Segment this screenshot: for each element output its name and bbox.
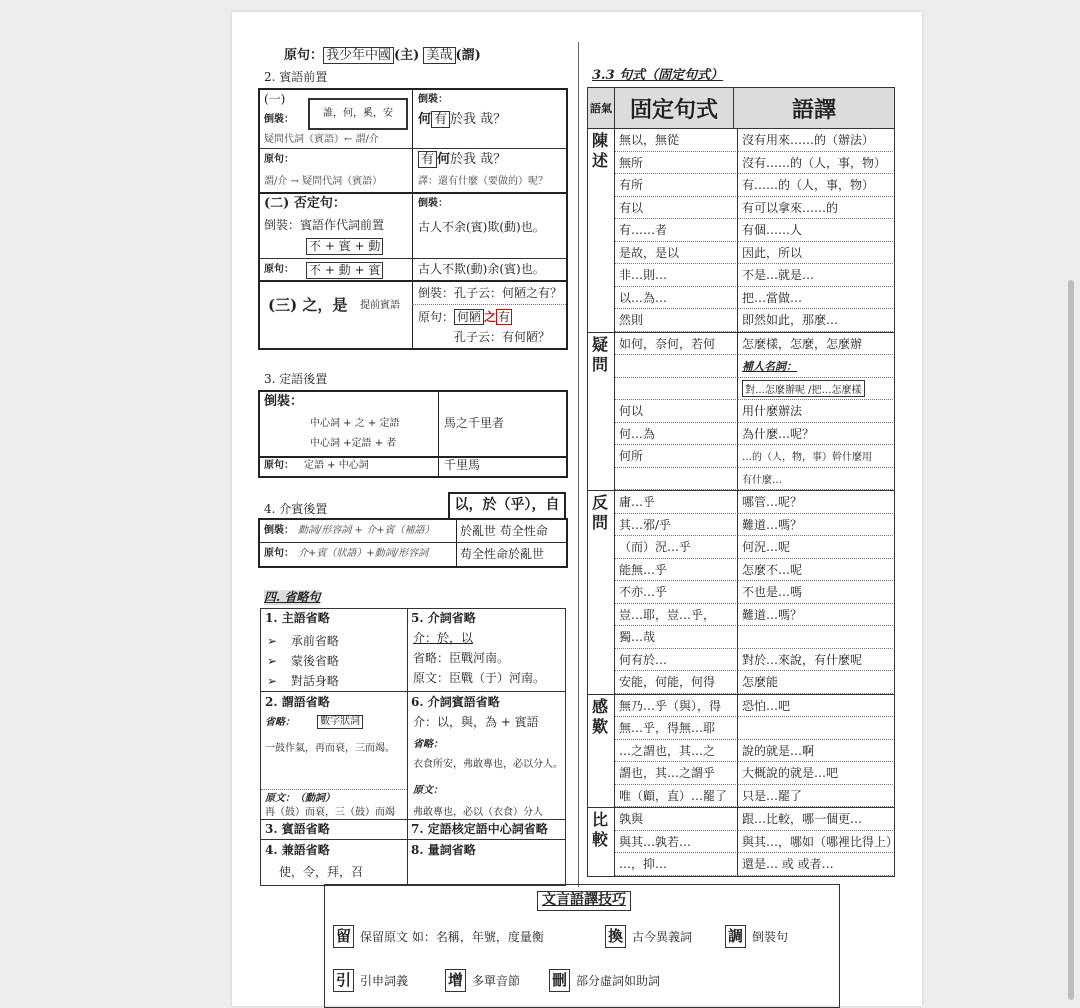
pattern-cell: 無乃…乎（與），得: [615, 695, 738, 718]
table-row: [587, 671, 895, 694]
pattern-cell: 有……者: [615, 219, 738, 242]
category-title: 6. 介詞賓語省略: [411, 695, 500, 709]
note: 謂/介 → 疑問代詞（賓語）: [264, 176, 383, 187]
tip-key: 換: [605, 925, 626, 948]
translation-cell: 把…當做…: [738, 287, 895, 310]
table-row: [587, 491, 895, 514]
pattern-cell: 無以，無從: [615, 129, 738, 152]
table-row: [587, 514, 895, 537]
example: 原句： 何陋 之 有: [418, 310, 511, 324]
label: 原句：: [264, 460, 294, 471]
label: 原句：: [284, 48, 324, 63]
formula: 不 + 動 + 賓: [306, 262, 383, 279]
pattern-cell: 何所: [615, 445, 738, 468]
phrase-box: 我少年中國: [323, 47, 394, 64]
label: 原句：: [264, 154, 294, 165]
prepositional-postposition-table: [258, 518, 568, 568]
translation-cell: 說的就是…啊: [738, 740, 895, 763]
table-row: [587, 649, 895, 672]
table-row: [587, 264, 895, 287]
tip-key: 調: [725, 925, 746, 948]
table-row: [587, 445, 895, 468]
tip-item: [445, 969, 520, 992]
translation-cell: 還是… 或 或者…: [738, 853, 895, 876]
table-row: [587, 129, 895, 152]
formula: 介+賓（狀語）+動詞/形容詞: [298, 548, 429, 559]
table-row: [587, 174, 895, 197]
pattern-cell: 無所: [615, 152, 738, 175]
example: 倒裝：孔子云：何陋之有？: [418, 286, 563, 300]
translation-cell: 有……的（人，事，物）: [738, 174, 895, 197]
formula: 不 + 賓 + 動: [306, 238, 383, 255]
table-row: [587, 333, 895, 356]
table-row: [587, 785, 895, 808]
table-row: [587, 626, 895, 649]
pronoun-box: 誰，何，奚，安: [308, 98, 408, 130]
pattern-cell: 以…為…: [615, 287, 738, 310]
pattern-cell: [615, 468, 738, 491]
table-row: [587, 762, 895, 785]
example: 省略：臣戰河南。: [413, 651, 510, 665]
formula: 中心詞 +定語 + 者: [310, 438, 397, 449]
examples: 使，令，拜，召: [279, 865, 364, 879]
example: 弗敢專也，必以（衣食）分人: [413, 807, 543, 818]
translation-cell: 難道…嗎？: [738, 514, 895, 537]
translation-cell: [738, 717, 895, 740]
example: 馬之千里者: [444, 416, 505, 430]
rule: 倒裝：賓語作代詞前置: [264, 218, 385, 232]
tip-item: [333, 925, 544, 948]
tip-key: 留: [333, 925, 354, 948]
example: 衣食所安，弗敢專也，必以分人。: [413, 759, 563, 770]
translation-cell: 只是…罷了: [738, 785, 895, 808]
ellipsis-table: [260, 608, 566, 886]
table-row: [587, 604, 895, 627]
tone-group: [587, 129, 895, 333]
translation: 譯：還有什麼（要做的）呢？: [418, 176, 548, 187]
translation-cell: 因此，所以: [738, 242, 895, 265]
example: 原文：臣戰（于）河南。: [413, 671, 546, 685]
note: 提前賓語: [360, 300, 400, 311]
example: 古人不余(賓)欺(動)也。: [418, 220, 545, 234]
example: 何 有 於我 哉？: [418, 112, 507, 127]
category-title: 1. 主語省略: [265, 611, 330, 625]
translation-cell: 難道…嗎？: [738, 604, 895, 627]
table-row: [587, 152, 895, 175]
subject-ellipsis-list: ➢ 承前省略 ➢ 蒙後省略 ➢ 對話身略: [267, 634, 339, 688]
tone-label: 比 較: [591, 810, 608, 849]
tip-item: [333, 969, 408, 992]
formula: 中心詞 + 之 + 定語: [310, 418, 400, 429]
pattern-cell: 是故，是以: [615, 242, 738, 265]
tone-group: [587, 695, 895, 809]
translation-cell: 有可以拿來……的: [738, 197, 895, 220]
tip-key: 增: [445, 969, 466, 992]
tag: (謂): [455, 48, 481, 63]
example: 苟全性命於亂世: [460, 547, 545, 561]
preposition-tag: 以，於（乎），自: [448, 492, 566, 520]
tone-group: [587, 333, 895, 492]
pattern-cell: 有所: [615, 174, 738, 197]
table-row: [587, 309, 895, 332]
label: 原文：（動詞）: [265, 793, 335, 804]
pattern-cell: 有以: [615, 197, 738, 220]
table-header: [587, 87, 895, 129]
label: (一): [264, 92, 286, 106]
translation-cell: 怎麼樣，怎麼，怎麼辦: [738, 333, 895, 356]
label: 省略：: [413, 739, 443, 750]
example: 孔子云：有何陋？: [454, 330, 551, 344]
section-title: 4. 介賓後置: [264, 502, 328, 516]
column-header: 語氣: [588, 88, 614, 128]
table-row: [587, 197, 895, 220]
translation-cell: 有個……人: [738, 219, 895, 242]
category-title: 4. 兼語省略: [265, 843, 330, 857]
tone-label: 陳 述: [591, 131, 608, 170]
section-title: 3.3 句式（固定句式）: [592, 68, 724, 83]
translation-cell: 怎麼不…呢: [738, 559, 895, 582]
original-sentence-line: [284, 48, 481, 64]
note-box: 數字狀詞: [317, 715, 363, 729]
category-title: 2. 謂語省略: [265, 695, 330, 709]
category-title: 7. 定語核定語中心詞省略: [411, 822, 548, 836]
label: 省略：: [265, 717, 295, 728]
category-title: 5. 介詞省略: [411, 611, 476, 625]
tone-label: 疑 問: [591, 334, 608, 374]
column-header: 固定句式: [614, 88, 733, 128]
table-row: [587, 378, 895, 401]
rule: 介：以，與，為 + 賓語: [413, 715, 539, 729]
table-row: [587, 740, 895, 763]
pattern-cell: 謂也，其…之謂乎: [615, 762, 738, 785]
translation-cell: 不也是…嗎: [738, 581, 895, 604]
translation-cell: 哪管…呢？: [738, 491, 895, 514]
pattern-cell: 能無…乎: [615, 559, 738, 582]
pattern-cell: 獨…哉: [615, 626, 738, 649]
label: (三) 之，是: [268, 296, 348, 314]
table-row: [587, 559, 895, 582]
translation-cell: 與其…，哪如（哪裡比得上）: [738, 831, 895, 854]
category-title: 8. 量詞省略: [411, 843, 476, 857]
label: 倒裝：: [264, 114, 294, 125]
tone-label: 反 問: [591, 493, 608, 532]
label: 倒裝：: [418, 94, 448, 105]
example: 有 何於我 哉？: [418, 152, 506, 168]
translation-cell: 跟…比較，哪一個更…: [738, 808, 895, 831]
label: (二) 否定句：: [264, 196, 346, 211]
table-row: [587, 853, 895, 876]
pattern-cell: 與其…孰若…: [615, 831, 738, 854]
document-page: [232, 12, 922, 1006]
translation-cell: 即然如此，那麼…: [738, 309, 895, 332]
scrollbar[interactable]: [1068, 280, 1074, 1000]
section-title: 3. 定語後置: [264, 372, 328, 386]
table-row: [587, 242, 895, 265]
translation-cell: 不是…就是…: [738, 264, 895, 287]
tone-group: [587, 808, 899, 877]
table-row: [587, 219, 895, 242]
translation-tips-box: [324, 884, 840, 1008]
table-row: [587, 287, 895, 310]
translation-cell: [738, 626, 895, 649]
pattern-cell: 無…乎，得無…耶: [615, 717, 738, 740]
rule: 介：於，以: [413, 631, 474, 645]
label: 原句：: [264, 264, 294, 275]
pattern-cell: 非…則…: [615, 264, 738, 287]
label: 倒裝：: [418, 198, 448, 209]
translation-cell: 恐怕…吧: [738, 695, 895, 718]
table-row: [587, 808, 895, 831]
pattern-cell: 庸…乎: [615, 491, 738, 514]
pattern-cell: 如何，奈何，若何: [615, 333, 738, 356]
pattern-cell: …之謂也，其…之: [615, 740, 738, 763]
translation-cell: 對於…來說，有什麼呢: [738, 649, 895, 672]
tip-text: 部分虛詞如助詞: [576, 974, 661, 988]
tip-item: [725, 925, 788, 948]
translation-cell: 有什麼…: [738, 468, 895, 491]
pattern-cell: …，抑…: [615, 853, 738, 876]
pattern-cell: （而）況…乎: [615, 536, 738, 559]
example: 千里馬: [444, 458, 481, 472]
tip-text: 引申詞義: [360, 974, 409, 988]
label: 倒裝：: [264, 394, 304, 409]
example: 古人不欺(動)余(賓)也。: [418, 262, 545, 276]
table-body: [587, 129, 899, 877]
formula: 定語 + 中心詞: [304, 460, 369, 471]
translation-cell: 何況…呢: [738, 536, 895, 559]
tip-key: 引: [333, 969, 354, 992]
table-row: [587, 831, 899, 854]
table-row: [587, 355, 895, 378]
tip-item: [605, 925, 692, 948]
phrase-box: 美哉: [423, 47, 455, 64]
pattern-cell: 何…為: [615, 423, 738, 446]
translation-cell: 怎麼能: [738, 671, 895, 694]
translation-cell: 沒有用來……的（辦法）: [738, 129, 895, 152]
object-preposing-table: [258, 88, 568, 350]
pattern-cell: [615, 355, 738, 378]
tone-group: [587, 491, 895, 695]
section-title: 四. 省略句: [264, 590, 321, 604]
translation-cell: …的（人，物，事）幹什麼用: [738, 445, 895, 468]
pattern-cell: 何有於…: [615, 649, 738, 672]
translation-cell: 補人名詞：: [738, 355, 895, 378]
table-row: [587, 400, 895, 423]
table-row: [587, 536, 895, 559]
column-header: 語譯: [733, 88, 894, 128]
formula: 動詞/形容詞 + 介+賓（補語）: [298, 525, 435, 536]
tag: (主): [394, 48, 420, 63]
table-row: [587, 423, 895, 446]
label: 原文：: [413, 785, 443, 796]
pattern-cell: 然則: [615, 309, 738, 332]
tip-text: 古今異義詞: [632, 930, 693, 944]
translation-cell: 沒有……的（人，事，物）: [738, 152, 895, 175]
pattern-cell: 其…邪/乎: [615, 514, 738, 537]
translation-cell: 對…怎麼辦呢 /把…怎麼樣: [738, 378, 895, 401]
tip-text: 倒裝句: [752, 930, 789, 944]
example: 再（鼓）而衰，三（鼓）而竭: [265, 807, 395, 818]
note: 疑問代詞（賓語）← 謂/介: [264, 134, 379, 145]
tip-text: 保留原文 如：名稱，年號，度量衡: [360, 930, 544, 944]
pattern-cell: 何以: [615, 400, 738, 423]
tip-text: 多單音節: [472, 974, 521, 988]
pattern-cell: 安能，何能，何得: [615, 671, 738, 694]
attributive-postposition-table: [258, 390, 568, 478]
tip-key: 刪: [549, 969, 570, 992]
table-row: [587, 468, 895, 491]
pattern-cell: 不亦…乎: [615, 581, 738, 604]
pattern-cell: 孰與: [615, 808, 738, 831]
section-title: 2. 賓語前置: [264, 70, 328, 84]
fixed-pattern-table: [587, 87, 899, 877]
category-title: 3. 賓語省略: [265, 822, 330, 836]
column-divider: [578, 42, 579, 887]
example: 一鼓作氣，再而衰，三而竭。: [265, 743, 395, 754]
table-row: [587, 695, 895, 718]
table-row: [587, 717, 895, 740]
pattern-cell: [615, 378, 738, 401]
translation-cell: 用什麼辦法: [738, 400, 895, 423]
example: 於亂世 苟全性命: [460, 524, 548, 538]
tone-label: 感 歎: [591, 696, 608, 736]
table-row: [587, 581, 895, 604]
tip-item: [549, 969, 660, 992]
pattern-cell: 豈…耶，豈…乎，: [615, 604, 738, 627]
label: 原句：: [264, 548, 294, 559]
translation-cell: 大概說的就是…吧: [738, 762, 895, 785]
tips-title: 文言語譯技巧: [537, 891, 631, 911]
label: 倒裝：: [264, 525, 294, 536]
pattern-cell: 唯（顧，直）…罷了: [615, 785, 738, 808]
translation-cell: 為什麼…呢？: [738, 423, 895, 446]
